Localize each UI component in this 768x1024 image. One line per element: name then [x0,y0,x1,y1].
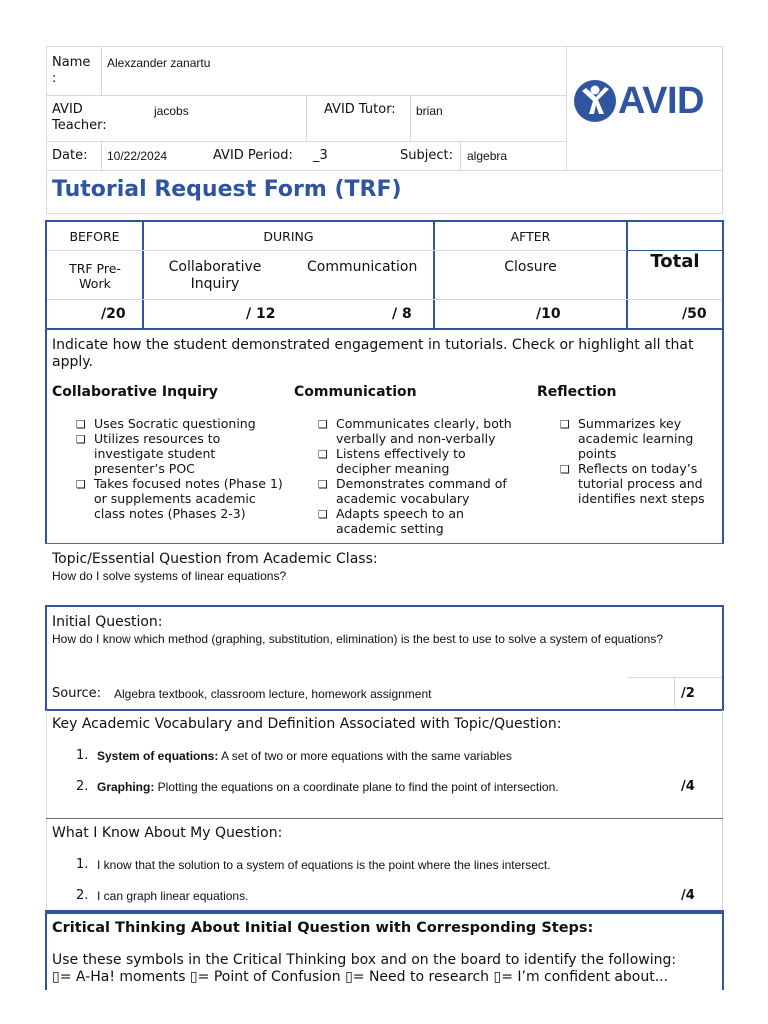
checkbox-icon[interactable]: ❑ [560,463,570,476]
checkbox-icon[interactable]: ❑ [318,448,328,461]
teacher-value: jacobs [154,104,189,118]
closure-label: Closure [504,259,557,275]
list-item[interactable]: ❑ Demonstrates command of academic vocabulary [318,476,507,506]
know-num-1: 1. [76,857,89,872]
collab-heading: Collaborative Inquiry [52,384,218,400]
list-item[interactable]: ❑ Communicates clearly, both verbally and non-verbally [318,416,512,446]
checkbox-icon[interactable]: ❑ [318,508,328,521]
name-label: Name : [52,55,91,86]
list-item[interactable]: ❑ Adapts speech to an academic setting [318,506,464,536]
critical-title: Critical Thinking About Initial Question with Corresponding Steps: [52,920,594,936]
source-label: Source: [52,686,102,701]
avid-logo [572,78,720,124]
total-label: Total [650,251,700,272]
vocab-item-1[interactable]: System of equations: A set of two or more equations with the same variables [97,749,512,763]
collab-list [72,416,284,521]
name-value: Alexzander zanartu [107,56,211,70]
checkbox-icon[interactable]: ❑ [318,418,328,431]
communication-heading: Communication [294,384,417,400]
vocab-item-2[interactable]: Graphing: Plotting the equations on a coordinate plane to find the point of intersection. [97,780,559,794]
vocab-num-2: 2. [76,779,89,794]
score-communication: / 8 [392,306,412,322]
topic-value[interactable]: How do I solve systems of linear equations? [52,569,287,583]
know-num-2: 2. [76,888,89,903]
date-value: 10/22/2024 [107,149,168,163]
after-header: AFTER [510,229,551,244]
date-label: Date: [52,148,88,163]
period-value: _3 [313,148,328,163]
during-header: DURING [263,229,314,244]
vocab-score: /4 [681,779,695,794]
critical-line-1: Use these symbols in the Critical Thinking box and on the board to identify the following: [52,952,677,968]
score-collab: / 12 [246,306,276,322]
reflection-heading: Reflection [537,384,617,400]
checkbox-icon[interactable]: ❑ [76,418,86,431]
communication-label: Communication [307,259,418,275]
know-label: What I Know About My Question: [52,825,283,841]
initial-question-label: Initial Question: [52,614,163,630]
list-item[interactable]: ❑ Listens effectively to decipher meaning [318,446,466,476]
list-item[interactable]: ❑ Takes focused notes (Phase 1) or supplements academic class notes (Phases 2-3) [76,476,283,521]
teacher-label: AVID Teacher: [52,102,107,133]
subject-label: Subject: [400,148,453,163]
list-item[interactable]: ❑ Uses Socratic questioning [76,416,256,431]
checkbox-icon[interactable]: ❑ [560,418,570,431]
checkbox-icon[interactable]: ❑ [76,433,86,446]
avid-logo-text: AVID [618,80,704,122]
period-label: AVID Period: [213,148,293,163]
list-item[interactable]: ❑ Utilizes resources to investigate student presenter’s POC [76,431,221,476]
reflection-list [556,416,716,506]
tutor-label: AVID Tutor: [324,102,396,117]
communication-list [314,416,524,536]
checkbox-icon[interactable]: ❑ [76,478,86,491]
before-header: BEFORE [69,229,120,244]
collab-label: Collaborative Inquiry [168,259,262,292]
know-item-2[interactable]: I can graph linear equations. [97,889,249,903]
initial-question-value[interactable]: How do I know which method (graphing, substitution, elimination) is the best to use to solve a system of equations? [52,632,663,646]
list-item[interactable]: ❑ Reflects on today’s tutorial process and identifies next steps [560,461,705,506]
tutor-value: brian [416,104,443,118]
vocab-label: Key Academic Vocabulary and Definition Associated with Topic/Question: [52,716,562,732]
trf-prework-label: TRF Pre-Work [69,261,121,291]
know-score: /4 [681,888,695,903]
score-closure: /10 [536,306,561,322]
list-item[interactable]: ❑ Summarizes key academic learning points [560,416,694,461]
vocab-num-1: 1. [76,748,89,763]
checkbox-icon[interactable]: ❑ [318,478,328,491]
initial-score: /2 [681,686,695,701]
source-value[interactable]: Algebra textbook, classroom lecture, homework assignment [114,687,432,701]
form-title: Tutorial Request Form (TRF) [52,177,402,202]
engagement-instruction: Indicate how the student demonstrated engagement in tutorials. Check or highlight all that apply. [52,337,694,370]
know-item-1[interactable]: I know that the solution to a system of equations is the point where the lines intersect. [97,858,551,872]
subject-value: algebra [467,149,508,163]
score-total: /50 [682,306,707,322]
avid-figure-icon [572,78,618,124]
topic-label: Topic/Essential Question from Academic Class: [52,551,378,567]
score-prework: /20 [101,306,126,322]
critical-line-2: ▯= A-Ha! moments ▯= Point of Confusion ▯= Need to research ▯= I’m confident about... [52,969,669,985]
